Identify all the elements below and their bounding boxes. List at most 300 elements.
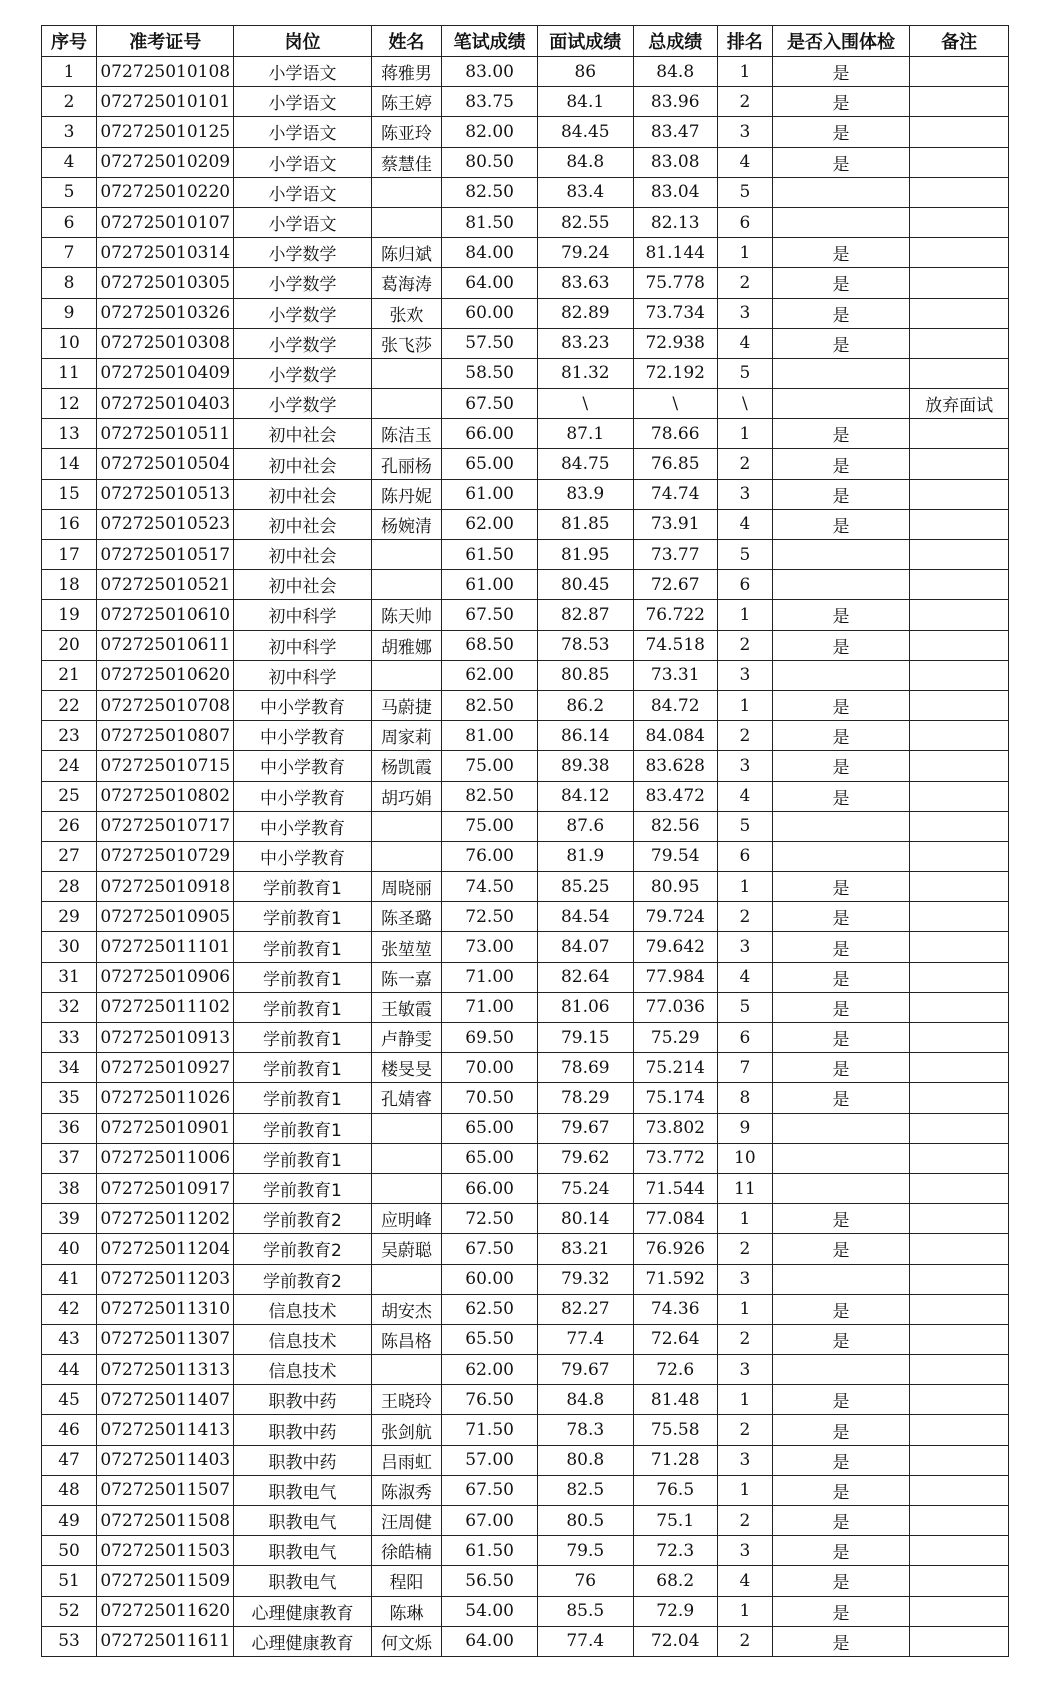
cell-written-score: 75.00 bbox=[442, 811, 538, 841]
cell-written-score: 82.00 bbox=[442, 117, 538, 147]
cell-ticket-number: 072725010715 bbox=[97, 751, 234, 781]
cell-interview-score: 83.9 bbox=[537, 479, 633, 509]
cell-name bbox=[371, 540, 442, 570]
cell-rank: 6 bbox=[717, 207, 772, 237]
cell-ticket-number: 072725011202 bbox=[97, 1204, 234, 1234]
cell-physical-exam: 是 bbox=[772, 57, 909, 87]
cell-total-score: 77.984 bbox=[633, 962, 717, 992]
cell-rank: 3 bbox=[717, 479, 772, 509]
cell-total-score: 73.31 bbox=[633, 660, 717, 690]
cell-index: 23 bbox=[42, 721, 97, 751]
cell-interview-score: 84.12 bbox=[537, 781, 633, 811]
cell-name: 张欢 bbox=[371, 298, 442, 328]
cell-physical-exam: 是 bbox=[772, 721, 909, 751]
cell-physical-exam: 是 bbox=[772, 268, 909, 298]
cell-interview-score: 87.1 bbox=[537, 419, 633, 449]
table-row bbox=[42, 1385, 1009, 1415]
cell-physical-exam bbox=[772, 1264, 909, 1294]
cell-name: 胡巧娟 bbox=[371, 781, 442, 811]
table-row bbox=[42, 419, 1009, 449]
cell-remarks bbox=[910, 1053, 1009, 1083]
table-row bbox=[42, 751, 1009, 781]
cell-interview-score: 83.23 bbox=[537, 328, 633, 358]
cell-physical-exam: 是 bbox=[772, 117, 909, 147]
cell-name: 王敏霞 bbox=[371, 992, 442, 1022]
cell-total-score: 75.58 bbox=[633, 1415, 717, 1445]
table-row bbox=[42, 268, 1009, 298]
cell-total-score: 76.5 bbox=[633, 1475, 717, 1505]
cell-index: 36 bbox=[42, 1113, 97, 1143]
cell-written-score: 68.50 bbox=[442, 630, 538, 660]
cell-index: 1 bbox=[42, 57, 97, 87]
cell-ticket-number: 072725010513 bbox=[97, 479, 234, 509]
cell-written-score: 64.00 bbox=[442, 268, 538, 298]
cell-ticket-number: 072725011203 bbox=[97, 1264, 234, 1294]
cell-interview-score: 83.63 bbox=[537, 268, 633, 298]
cell-index: 33 bbox=[42, 1023, 97, 1053]
cell-index: 41 bbox=[42, 1264, 97, 1294]
cell-index: 50 bbox=[42, 1536, 97, 1566]
header-total-score: 总成绩 bbox=[633, 26, 717, 57]
cell-rank: 1 bbox=[717, 57, 772, 87]
cell-rank: 5 bbox=[717, 358, 772, 388]
table-row bbox=[42, 721, 1009, 751]
table-row bbox=[42, 1415, 1009, 1445]
table-row bbox=[42, 1173, 1009, 1203]
cell-position: 初中科学 bbox=[234, 660, 371, 690]
table-row bbox=[42, 781, 1009, 811]
cell-ticket-number: 072725010523 bbox=[97, 509, 234, 539]
cell-index: 11 bbox=[42, 358, 97, 388]
cell-remarks bbox=[910, 298, 1009, 328]
cell-interview-score: 83.4 bbox=[537, 177, 633, 207]
cell-index: 12 bbox=[42, 389, 97, 419]
cell-total-score: 76.722 bbox=[633, 600, 717, 630]
cell-index: 37 bbox=[42, 1143, 97, 1173]
cell-rank: 4 bbox=[717, 328, 772, 358]
cell-remarks bbox=[910, 207, 1009, 237]
table-row bbox=[42, 1204, 1009, 1234]
cell-remarks bbox=[910, 630, 1009, 660]
cell-physical-exam bbox=[772, 1113, 909, 1143]
cell-interview-score: 82.27 bbox=[537, 1294, 633, 1324]
cell-written-score: 71.00 bbox=[442, 992, 538, 1022]
cell-interview-score: 80.45 bbox=[537, 570, 633, 600]
cell-remarks bbox=[910, 1355, 1009, 1385]
cell-written-score: 67.50 bbox=[442, 1475, 538, 1505]
cell-total-score: 74.36 bbox=[633, 1294, 717, 1324]
cell-index: 9 bbox=[42, 298, 97, 328]
cell-position: 中小学教育 bbox=[234, 690, 371, 720]
cell-rank: 2 bbox=[717, 1234, 772, 1264]
cell-rank: 3 bbox=[717, 1536, 772, 1566]
cell-physical-exam bbox=[772, 540, 909, 570]
cell-name bbox=[371, 1143, 442, 1173]
cell-remarks bbox=[910, 1475, 1009, 1505]
cell-physical-exam: 是 bbox=[772, 1083, 909, 1113]
cell-rank: 2 bbox=[717, 449, 772, 479]
cell-ticket-number: 072725010905 bbox=[97, 902, 234, 932]
cell-total-score: 76.926 bbox=[633, 1234, 717, 1264]
cell-total-score: 73.91 bbox=[633, 509, 717, 539]
cell-remarks bbox=[910, 1536, 1009, 1566]
cell-total-score: 76.85 bbox=[633, 449, 717, 479]
cell-rank: 4 bbox=[717, 962, 772, 992]
cell-remarks bbox=[910, 238, 1009, 268]
cell-position: 中小学教育 bbox=[234, 781, 371, 811]
table-row bbox=[42, 358, 1009, 388]
cell-physical-exam bbox=[772, 841, 909, 871]
cell-name: 陈圣璐 bbox=[371, 902, 442, 932]
cell-index: 16 bbox=[42, 509, 97, 539]
table-row bbox=[42, 1023, 1009, 1053]
header-position: 岗位 bbox=[234, 26, 371, 57]
cell-name bbox=[371, 841, 442, 871]
table-row bbox=[42, 1355, 1009, 1385]
cell-written-score: 64.00 bbox=[442, 1626, 538, 1656]
cell-total-score: 82.13 bbox=[633, 207, 717, 237]
table-row bbox=[42, 872, 1009, 902]
cell-physical-exam: 是 bbox=[772, 1023, 909, 1053]
cell-position: 学前教育1 bbox=[234, 992, 371, 1022]
cell-interview-score: 82.89 bbox=[537, 298, 633, 328]
cell-interview-score: 86.14 bbox=[537, 721, 633, 751]
cell-remarks bbox=[910, 751, 1009, 781]
cell-physical-exam: 是 bbox=[772, 992, 909, 1022]
cell-name: 葛海涛 bbox=[371, 268, 442, 298]
cell-name: 吕雨虹 bbox=[371, 1445, 442, 1475]
cell-index: 25 bbox=[42, 781, 97, 811]
cell-rank: 1 bbox=[717, 1596, 772, 1626]
cell-written-score: 76.00 bbox=[442, 841, 538, 871]
cell-written-score: 54.00 bbox=[442, 1596, 538, 1626]
cell-interview-score: 85.5 bbox=[537, 1596, 633, 1626]
cell-name: 杨凯霞 bbox=[371, 751, 442, 781]
cell-interview-score: 75.24 bbox=[537, 1173, 633, 1203]
cell-position: 职教电气 bbox=[234, 1566, 371, 1596]
cell-name: 张堃堃 bbox=[371, 932, 442, 962]
cell-name: 徐皓楠 bbox=[371, 1536, 442, 1566]
cell-physical-exam: 是 bbox=[772, 1324, 909, 1354]
cell-interview-score: 78.69 bbox=[537, 1053, 633, 1083]
cell-interview-score: 87.6 bbox=[537, 811, 633, 841]
cell-physical-exam bbox=[772, 1355, 909, 1385]
cell-remarks bbox=[910, 540, 1009, 570]
cell-written-score: 75.00 bbox=[442, 751, 538, 781]
cell-physical-exam bbox=[772, 1173, 909, 1203]
cell-written-score: 67.50 bbox=[442, 1234, 538, 1264]
cell-physical-exam bbox=[772, 811, 909, 841]
cell-position: 学前教育1 bbox=[234, 1023, 371, 1053]
cell-physical-exam: 是 bbox=[772, 781, 909, 811]
cell-ticket-number: 072725010209 bbox=[97, 147, 234, 177]
cell-ticket-number: 072725010403 bbox=[97, 389, 234, 419]
cell-rank: 1 bbox=[717, 690, 772, 720]
cell-name: 胡安杰 bbox=[371, 1294, 442, 1324]
cell-written-score: 62.00 bbox=[442, 660, 538, 690]
cell-rank: 3 bbox=[717, 117, 772, 147]
cell-interview-score: 79.67 bbox=[537, 1113, 633, 1143]
cell-ticket-number: 072725010611 bbox=[97, 630, 234, 660]
cell-rank: 3 bbox=[717, 932, 772, 962]
cell-written-score: 84.00 bbox=[442, 238, 538, 268]
cell-written-score: 57.50 bbox=[442, 328, 538, 358]
cell-name: 周晓丽 bbox=[371, 872, 442, 902]
cell-rank: 1 bbox=[717, 1294, 772, 1324]
cell-interview-score: 80.5 bbox=[537, 1506, 633, 1536]
cell-total-score: 74.74 bbox=[633, 479, 717, 509]
table-row bbox=[42, 1324, 1009, 1354]
table-row bbox=[42, 87, 1009, 117]
cell-written-score: 65.50 bbox=[442, 1324, 538, 1354]
cell-remarks bbox=[910, 1143, 1009, 1173]
cell-total-score: 72.9 bbox=[633, 1596, 717, 1626]
cell-ticket-number: 072725011006 bbox=[97, 1143, 234, 1173]
cell-index: 45 bbox=[42, 1385, 97, 1415]
cell-ticket-number: 072725010107 bbox=[97, 207, 234, 237]
cell-rank: 3 bbox=[717, 1264, 772, 1294]
cell-index: 10 bbox=[42, 328, 97, 358]
cell-ticket-number: 072725010504 bbox=[97, 449, 234, 479]
cell-index: 43 bbox=[42, 1324, 97, 1354]
cell-name bbox=[371, 1113, 442, 1143]
cell-index: 35 bbox=[42, 1083, 97, 1113]
cell-physical-exam bbox=[772, 660, 909, 690]
cell-ticket-number: 072725010927 bbox=[97, 1053, 234, 1083]
table-row bbox=[42, 57, 1009, 87]
cell-position: 小学数学 bbox=[234, 328, 371, 358]
table-row bbox=[42, 1626, 1009, 1656]
cell-remarks bbox=[910, 358, 1009, 388]
cell-written-score: 60.00 bbox=[442, 298, 538, 328]
cell-physical-exam: 是 bbox=[772, 1596, 909, 1626]
cell-physical-exam: 是 bbox=[772, 1415, 909, 1445]
cell-total-score: 84.8 bbox=[633, 57, 717, 87]
cell-written-score: 56.50 bbox=[442, 1566, 538, 1596]
cell-interview-score: 80.14 bbox=[537, 1204, 633, 1234]
cell-position: 初中社会 bbox=[234, 540, 371, 570]
cell-written-score: 61.00 bbox=[442, 479, 538, 509]
cell-remarks bbox=[910, 841, 1009, 871]
table-row bbox=[42, 841, 1009, 871]
cell-written-score: 82.50 bbox=[442, 690, 538, 720]
cell-position: 小学数学 bbox=[234, 268, 371, 298]
cell-interview-score: 84.45 bbox=[537, 117, 633, 147]
cell-written-score: 71.00 bbox=[442, 962, 538, 992]
cell-rank: 3 bbox=[717, 660, 772, 690]
cell-name bbox=[371, 1264, 442, 1294]
cell-written-score: 74.50 bbox=[442, 872, 538, 902]
cell-position: 学前教育1 bbox=[234, 1053, 371, 1083]
cell-position: 初中科学 bbox=[234, 630, 371, 660]
cell-index: 39 bbox=[42, 1204, 97, 1234]
cell-total-score: 77.036 bbox=[633, 992, 717, 1022]
table-row bbox=[42, 147, 1009, 177]
cell-index: 20 bbox=[42, 630, 97, 660]
cell-interview-score: 79.62 bbox=[537, 1143, 633, 1173]
cell-written-score: 76.50 bbox=[442, 1385, 538, 1415]
cell-position: 学前教育2 bbox=[234, 1204, 371, 1234]
table-row bbox=[42, 238, 1009, 268]
cell-written-score: 61.50 bbox=[442, 540, 538, 570]
cell-name bbox=[371, 570, 442, 600]
cell-remarks bbox=[910, 1173, 1009, 1203]
cell-ticket-number: 072725011508 bbox=[97, 1506, 234, 1536]
cell-name: 孔婧睿 bbox=[371, 1083, 442, 1113]
cell-physical-exam bbox=[772, 1143, 909, 1173]
cell-physical-exam: 是 bbox=[772, 1385, 909, 1415]
cell-name: 卢静雯 bbox=[371, 1023, 442, 1053]
cell-index: 24 bbox=[42, 751, 97, 781]
cell-rank: 4 bbox=[717, 1566, 772, 1596]
cell-remarks bbox=[910, 479, 1009, 509]
cell-ticket-number: 072725010326 bbox=[97, 298, 234, 328]
cell-name bbox=[371, 358, 442, 388]
cell-index: 13 bbox=[42, 419, 97, 449]
table-row bbox=[42, 1234, 1009, 1264]
cell-remarks bbox=[910, 268, 1009, 298]
cell-physical-exam: 是 bbox=[772, 238, 909, 268]
cell-name: 陈天帅 bbox=[371, 600, 442, 630]
cell-position: 小学语文 bbox=[234, 177, 371, 207]
cell-physical-exam: 是 bbox=[772, 298, 909, 328]
cell-ticket-number: 072725011507 bbox=[97, 1475, 234, 1505]
cell-total-score: 71.28 bbox=[633, 1445, 717, 1475]
cell-physical-exam: 是 bbox=[772, 751, 909, 781]
cell-physical-exam: 是 bbox=[772, 872, 909, 902]
cell-ticket-number: 072725010521 bbox=[97, 570, 234, 600]
cell-total-score: 83.08 bbox=[633, 147, 717, 177]
cell-ticket-number: 072725010125 bbox=[97, 117, 234, 147]
cell-position: 职教中药 bbox=[234, 1385, 371, 1415]
cell-interview-score: 85.25 bbox=[537, 872, 633, 902]
cell-written-score: 57.00 bbox=[442, 1445, 538, 1475]
cell-remarks bbox=[910, 1264, 1009, 1294]
cell-interview-score: 81.85 bbox=[537, 509, 633, 539]
cell-remarks bbox=[910, 57, 1009, 87]
cell-interview-score: 83.21 bbox=[537, 1234, 633, 1264]
cell-rank: 8 bbox=[717, 1083, 772, 1113]
cell-name: 何文烁 bbox=[371, 1626, 442, 1656]
cell-interview-score: \ bbox=[537, 389, 633, 419]
table-row bbox=[42, 479, 1009, 509]
cell-position: 初中科学 bbox=[234, 600, 371, 630]
cell-interview-score: 84.1 bbox=[537, 87, 633, 117]
cell-remarks bbox=[910, 1596, 1009, 1626]
cell-rank: 3 bbox=[717, 1445, 772, 1475]
cell-rank: 2 bbox=[717, 1506, 772, 1536]
cell-remarks bbox=[910, 1023, 1009, 1053]
cell-position: 信息技术 bbox=[234, 1294, 371, 1324]
cell-physical-exam: 是 bbox=[772, 1566, 909, 1596]
cell-ticket-number: 072725011102 bbox=[97, 992, 234, 1022]
cell-index: 53 bbox=[42, 1626, 97, 1656]
table-row bbox=[42, 389, 1009, 419]
header-index: 序号 bbox=[42, 26, 97, 57]
cell-written-score: 70.00 bbox=[442, 1053, 538, 1083]
cell-interview-score: 84.8 bbox=[537, 1385, 633, 1415]
cell-name: 张飞莎 bbox=[371, 328, 442, 358]
cell-written-score: 60.00 bbox=[442, 1264, 538, 1294]
cell-position: 小学数学 bbox=[234, 298, 371, 328]
cell-rank: 9 bbox=[717, 1113, 772, 1143]
cell-position: 心理健康教育 bbox=[234, 1626, 371, 1656]
cell-position: 职教电气 bbox=[234, 1506, 371, 1536]
header-interview-score: 面试成绩 bbox=[537, 26, 633, 57]
cell-index: 14 bbox=[42, 449, 97, 479]
cell-physical-exam: 是 bbox=[772, 147, 909, 177]
cell-index: 44 bbox=[42, 1355, 97, 1385]
cell-written-score: 69.50 bbox=[442, 1023, 538, 1053]
cell-position: 中小学教育 bbox=[234, 751, 371, 781]
cell-name: 陈王婷 bbox=[371, 87, 442, 117]
cell-remarks bbox=[910, 1204, 1009, 1234]
cell-name: 蒋雅男 bbox=[371, 57, 442, 87]
cell-name: 程阳 bbox=[371, 1566, 442, 1596]
cell-name: 马蔚捷 bbox=[371, 690, 442, 720]
cell-name: 吴蔚聪 bbox=[371, 1234, 442, 1264]
cell-interview-score: 79.5 bbox=[537, 1536, 633, 1566]
cell-rank: 6 bbox=[717, 570, 772, 600]
cell-name: 应明峰 bbox=[371, 1204, 442, 1234]
cell-rank: 1 bbox=[717, 419, 772, 449]
cell-position: 中小学教育 bbox=[234, 811, 371, 841]
cell-rank: 10 bbox=[717, 1143, 772, 1173]
cell-total-score: 75.29 bbox=[633, 1023, 717, 1053]
cell-total-score: 72.3 bbox=[633, 1536, 717, 1566]
cell-index: 28 bbox=[42, 872, 97, 902]
cell-written-score: 72.50 bbox=[442, 902, 538, 932]
cell-total-score: 83.96 bbox=[633, 87, 717, 117]
cell-index: 48 bbox=[42, 1475, 97, 1505]
cell-written-score: 80.50 bbox=[442, 147, 538, 177]
cell-name: 陈洁玉 bbox=[371, 419, 442, 449]
cell-remarks bbox=[910, 781, 1009, 811]
table-row bbox=[42, 932, 1009, 962]
cell-total-score: 84.72 bbox=[633, 690, 717, 720]
cell-name: 陈丹妮 bbox=[371, 479, 442, 509]
cell-remarks bbox=[910, 1385, 1009, 1415]
cell-name: 胡雅娜 bbox=[371, 630, 442, 660]
cell-physical-exam: 是 bbox=[772, 1445, 909, 1475]
cell-index: 46 bbox=[42, 1415, 97, 1445]
table-row bbox=[42, 177, 1009, 207]
cell-name: 王晓玲 bbox=[371, 1385, 442, 1415]
cell-rank: 4 bbox=[717, 781, 772, 811]
cell-ticket-number: 072725010802 bbox=[97, 781, 234, 811]
cell-written-score: 62.00 bbox=[442, 1355, 538, 1385]
cell-name: 杨婉清 bbox=[371, 509, 442, 539]
cell-rank: 5 bbox=[717, 992, 772, 1022]
cell-ticket-number: 072725010913 bbox=[97, 1023, 234, 1053]
cell-written-score: 65.00 bbox=[442, 449, 538, 479]
cell-index: 7 bbox=[42, 238, 97, 268]
cell-written-score: 62.50 bbox=[442, 1294, 538, 1324]
cell-total-score: 81.48 bbox=[633, 1385, 717, 1415]
table-row bbox=[42, 630, 1009, 660]
cell-ticket-number: 072725011101 bbox=[97, 932, 234, 962]
cell-physical-exam: 是 bbox=[772, 1204, 909, 1234]
cell-interview-score: 84.8 bbox=[537, 147, 633, 177]
cell-position: 初中社会 bbox=[234, 479, 371, 509]
cell-name: 陈一嘉 bbox=[371, 962, 442, 992]
cell-written-score: 67.50 bbox=[442, 389, 538, 419]
cell-ticket-number: 072725011503 bbox=[97, 1536, 234, 1566]
cell-position: 小学语文 bbox=[234, 207, 371, 237]
cell-ticket-number: 072725010717 bbox=[97, 811, 234, 841]
cell-remarks bbox=[910, 1294, 1009, 1324]
cell-index: 15 bbox=[42, 479, 97, 509]
